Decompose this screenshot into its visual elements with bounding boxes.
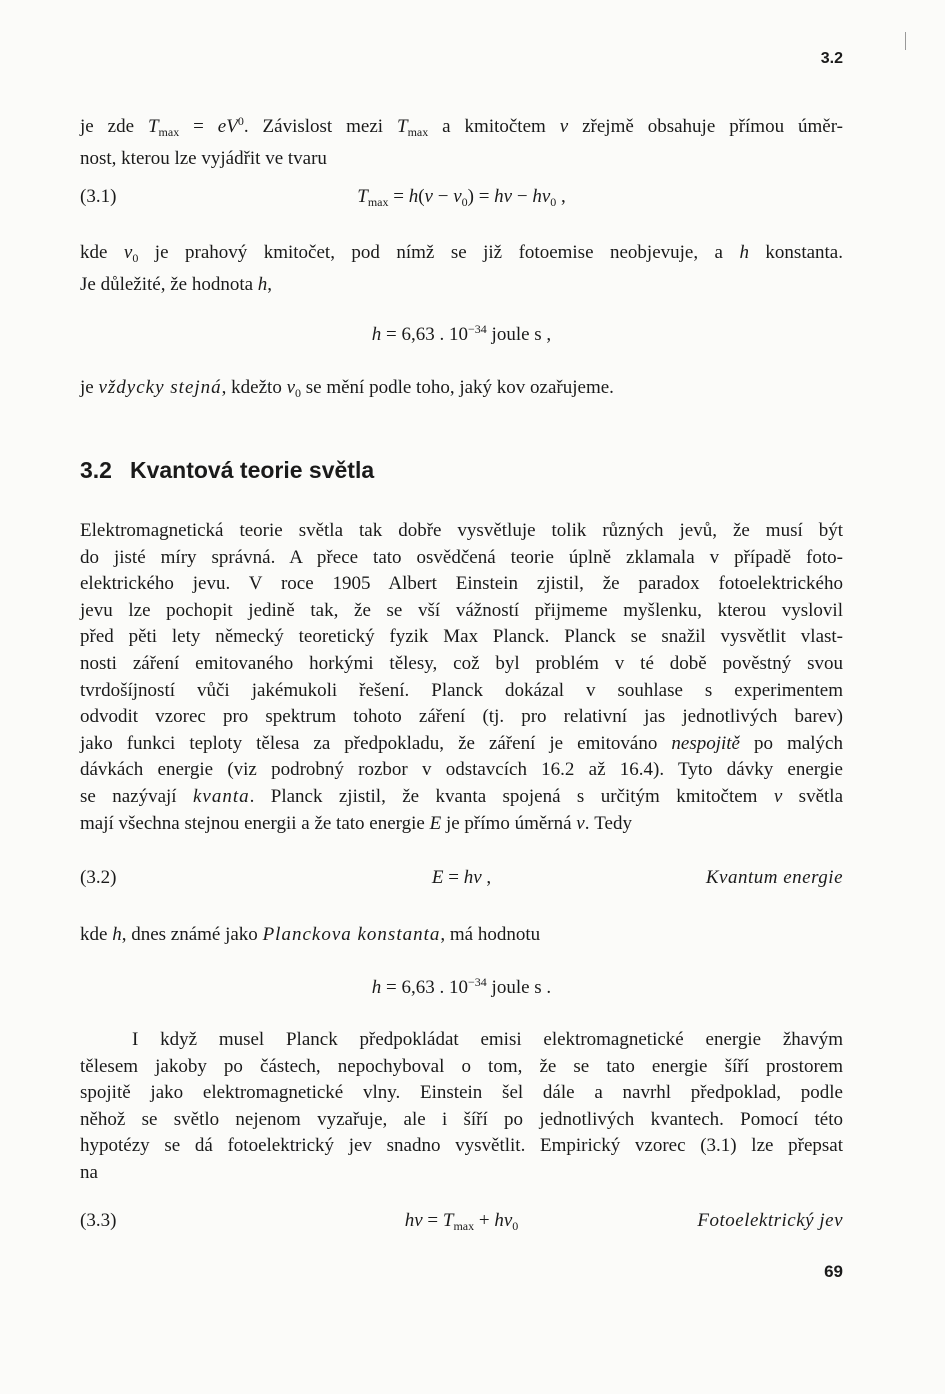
text-line: na [80,1161,98,1183]
equation-body: h = 6,63 . $10^{-34}$ joule s , [371,322,552,345]
scan-margin-mark [905,32,906,50]
text-line: hypotézy se dá fotoelektrický jev snadno vysvětlit. Empirický vzorec (3.1) lze přepsat [80,1135,843,1157]
always-same-line: je vždycky stejná, kdežto $\nu_0$ se mění podle toho, jaký kov ozařujeme. [80,377,614,400]
text-line: jevu lze pochopit jedině tak, že se vší vážností přijmeme myšlenku, kterou vyslovil [80,599,843,621]
text-line: jako funkci teploty tělesa za předpokladu, že záření je emitováno nespojitě po malých [80,732,843,754]
equation-number: (3.3) [80,1210,117,1231]
equation-number: (3.1) [80,186,117,207]
threshold-paragraph [80,240,843,298]
always-same-paragraph [80,375,843,407]
equation-3-3 [80,1210,843,1238]
planck-value-1 [80,322,843,350]
text-line: do jisté míry správná. A přece tato osvědčená teorie úplně zklamala v případě foto- [80,546,843,568]
text-line: I když musel Planck předpokládat emisi elektromagnetické energie žhavým [132,1029,843,1050]
running-header-section: 3.2 [820,50,843,67]
threshold-line-1: kde $\nu_0$ je prahový kmitočet, pod nímž se již fotoemise neobjevuje, a h konstanta. [80,242,843,265]
equation-body: E = hν , [431,867,492,888]
equation-body: h = 6,63 . $10^{-34}$ joule s . [371,975,552,998]
text-line: něhož se světlo nejenom vyzařuje, ale i šíří po jednotlivých kvantech. Pomocí této [80,1108,843,1130]
text-line: před pěti lety německý teoretický fyzik Max Planck. Planck se snažil vysvětlit vlast- [80,626,843,648]
equation-3-1 [80,186,843,214]
book-page [80,0,843,1394]
einstein-paragraph [80,1027,843,1187]
text-line: mají všechna stejnou energii a že tato energie E je přímo úměrná ν. Tedy [80,812,632,834]
text-line: nosti záření emitovaného horkými tělesy, což byl problém v té době pověstný svou [80,652,843,674]
emphasis-text: vždycky stejná [98,377,222,398]
intro-line-2: nost, kterou lze vyjádřit ve tvaru [80,147,327,169]
section-title: Kvantová teorie světla [129,457,375,483]
text-line: elektrického jevu. V roce 1905 Albert Einstein zjistil, že paradox fotoelektrického [80,573,843,595]
text-line: tělesem jakoby po částech, nepochyboval o tom, že se tato energie šíří prostorem [80,1055,843,1077]
equation-label: Kvantum energie [705,867,843,888]
text-line: kde h, dnes známé jako Planckova konstanta, má hodnotu [80,924,541,945]
intro-paragraph [80,108,843,172]
intro-line-1: je zde $T_{max} = eV^0$. Závislost mezi $T_{max}$ a kmitočtem ν zřejmě obsahuje přímou úměr- [80,114,844,139]
text-line: dávkách energie (viz podrobný rozbor v odstavcích 16.2 až 16.4). Tyto dávky energie [80,759,843,781]
section-number: 3.2 [80,457,112,483]
equation-body: $h\nu = T_{max} + h\nu_0$ [404,1210,519,1233]
planck-value-2 [80,975,843,1003]
equation-3-2 [80,867,843,895]
text-line: tvrdošíjností vůči jakémukoli řešení. Planck dokázal v souhlase s experimentem [80,679,843,701]
section-heading [80,457,374,484]
equation-number: (3.2) [80,867,117,888]
page-number: 69 [824,1262,843,1281]
threshold-line-2: Je důležité, že hodnota h, [80,273,273,295]
text-line: odvodit vzorec pro spektrum tohoto záření (tj. pro relativní jas jednotlivých barev) [80,706,843,728]
text-line: Elektromagnetická teorie světla tak dobře vysvětluje tolik různých jevů, že musí být [80,520,843,541]
equation-body: $T_{max} = h(\nu - \nu_0) = h\nu - h\nu_0$ , [357,186,566,209]
text-line: spojitě jako elektromagnetické vlny. Einstein šel dále a navrhl předpoklad, podle [80,1082,843,1104]
equation-label: Fotoelektrický jev [697,1210,843,1231]
quantum-theory-paragraph [80,518,843,837]
planck-constant-paragraph [80,922,843,949]
text-line: se nazývají kvanta. Planck zjistil, že kvanta spojená s určitým kmitočtem ν světla [80,785,844,807]
emphasis-text: Planckova konstanta [262,924,441,945]
